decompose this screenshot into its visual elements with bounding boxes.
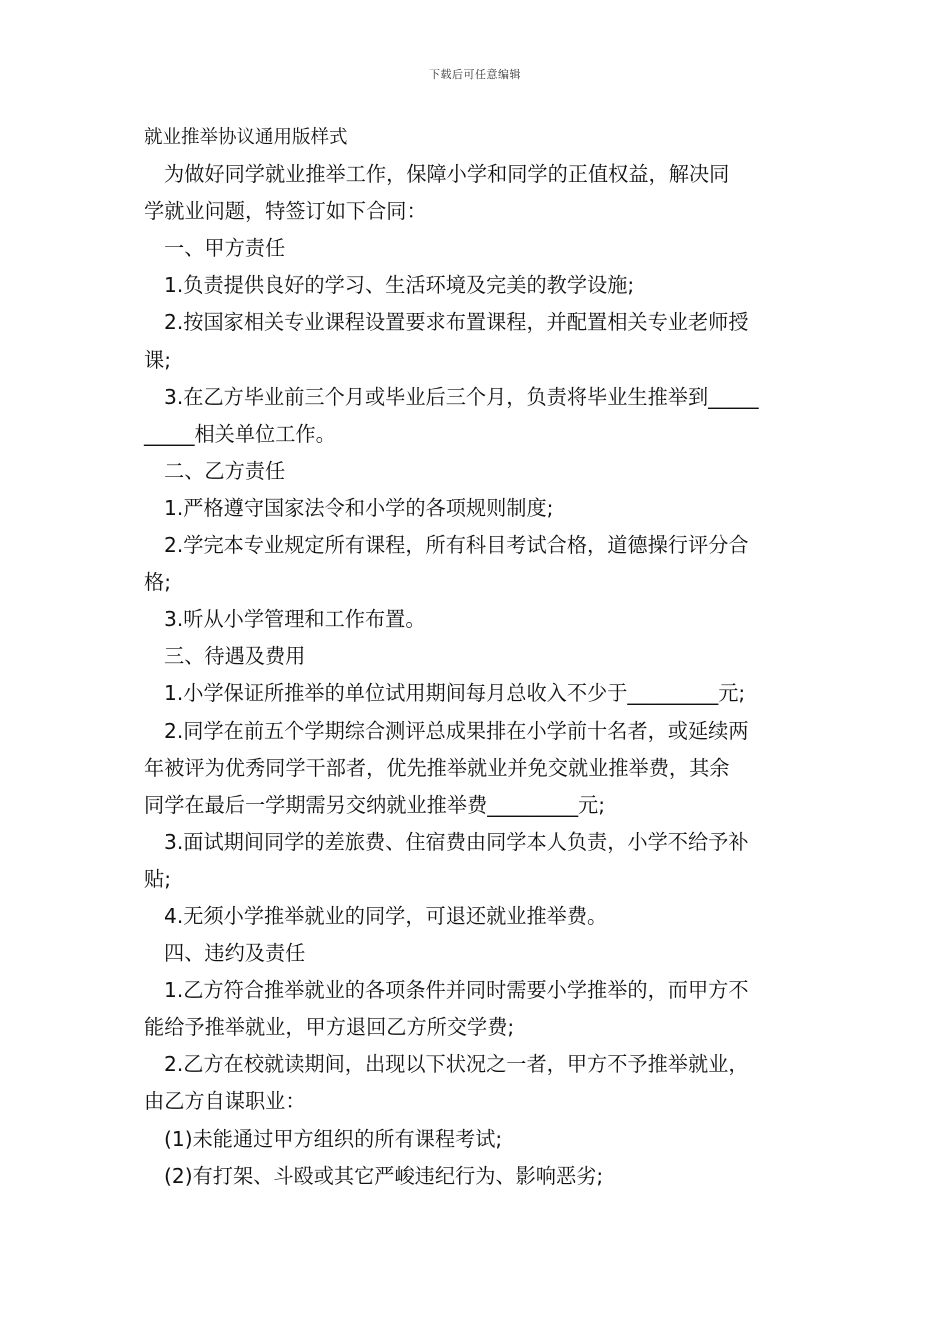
text-line: 2.按国家相关专业课程设置要求布置课程，并配置相关专业老师授 bbox=[164, 310, 749, 335]
document-body bbox=[144, 119, 808, 1195]
text-line: 能给予推举就业，甲方退回乙方所交学费; bbox=[144, 1015, 515, 1040]
text-line: 贴; bbox=[144, 866, 171, 891]
text-line: 4.无须小学推举就业的同学，可退还就业推举费。 bbox=[164, 903, 608, 928]
text-line: 三、待遇及费用 bbox=[164, 644, 306, 669]
text-line: 由乙方自谋职业： bbox=[144, 1089, 306, 1114]
text-line: 3.在乙方毕业前三个月或毕业后三个月，负责将毕业生推举到_____ bbox=[164, 384, 759, 409]
document-title: 就业推举协议通用版样式 bbox=[144, 127, 348, 148]
text-line: 年被评为优秀同学干部者，优先推举就业并免交就业推举费，其余 bbox=[144, 755, 730, 780]
text-line: 课; bbox=[144, 347, 171, 372]
text-line: 2.同学在前五个学期综合测评总成果排在小学前十名者，或延续两 bbox=[164, 718, 749, 743]
text-line: 2.乙方在校就读期间，出现以下状况之一者，甲方不予推举就业， bbox=[164, 1052, 749, 1077]
text-line: 1.乙方符合推举就业的各项条件并同时需要小学推举的，而甲方不 bbox=[164, 978, 749, 1003]
text-line: _____相关单位工作。 bbox=[144, 421, 336, 446]
text-line: (1)未能通过甲方组织的所有课程考试; bbox=[164, 1126, 503, 1151]
text-line: 3.面试期间同学的差旅费、住宿费由同学本人负责，小学不给予补 bbox=[164, 829, 749, 854]
text-line: 3.听从小学管理和工作布置。 bbox=[164, 607, 426, 632]
text-line: 格; bbox=[144, 570, 171, 595]
text-line: 同学在最后一学期需另交纳就业推举费_________元; bbox=[144, 792, 606, 817]
page-header: 下载后可任意编辑 bbox=[429, 68, 521, 81]
text-line: 为做好同学就业推举工作，保障小学和同学的正值权益，解决同 bbox=[164, 162, 730, 187]
text-line: 学就业问题，特签订如下合同： bbox=[144, 199, 427, 224]
text-line: 1.负责提供良好的学习、生活环境及完美的教学设施; bbox=[164, 273, 635, 298]
text-line: (2)有打架、斗殴或其它严峻违纪行为、影响恶劣; bbox=[164, 1163, 604, 1188]
text-line: 1.严格遵守国家法令和小学的各项规则制度; bbox=[164, 495, 554, 520]
text-line: 四、违约及责任 bbox=[164, 941, 306, 966]
text-line: 二、乙方责任 bbox=[164, 458, 286, 483]
text-line: 一、甲方责任 bbox=[164, 236, 286, 261]
text-line: 2.学完本专业规定所有课程，所有科目考试合格，道德操行评分合 bbox=[164, 533, 749, 558]
text-line: 1.小学保证所推举的单位试用期间每月总收入不少于_________元; bbox=[164, 681, 746, 706]
